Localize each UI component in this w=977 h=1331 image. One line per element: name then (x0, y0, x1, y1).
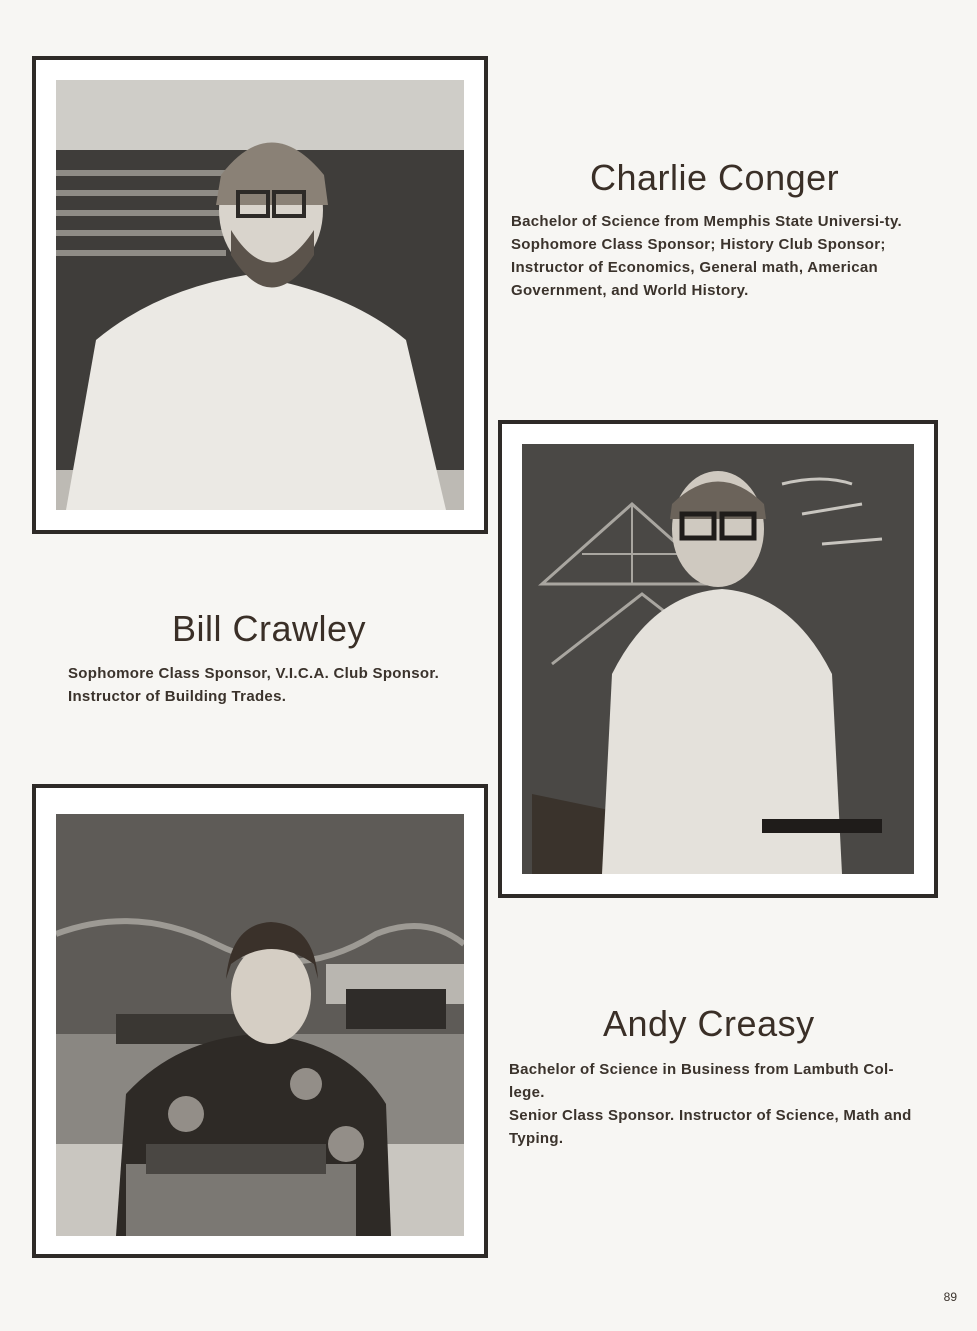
teacher-name-conger: Charlie Conger (590, 157, 840, 198)
teacher-bio-conger (511, 210, 923, 302)
teacher-degree-creasy: Bachelor of Science in Business from Lambuth Col-lege. (509, 1061, 894, 1101)
photo-crawley (522, 444, 914, 874)
photo-frame-crawley (498, 420, 938, 898)
photo-conger (56, 80, 464, 510)
teacher-name-creasy: Andy Creasy (603, 1003, 815, 1044)
page-number: 89 (943, 1290, 957, 1304)
teacher-bio-crawley (68, 662, 488, 708)
photo-frame-conger (32, 56, 488, 534)
photo-creasy (56, 814, 464, 1236)
photo-frame-creasy (32, 784, 488, 1258)
teacher-duties-conger: Sophomore Class Sponsor; History Club Sponsor; Instructor of Economics, General math, American Government, and World History. (511, 236, 886, 299)
teacher-duties-creasy: Senior Class Sponsor. Instructor of Science, Math and Typing. (509, 1107, 912, 1147)
teacher-bio-creasy (509, 1058, 921, 1150)
teacher-duties-crawley: Sophomore Class Sponsor, V.I.C.A. Club Sponsor. Instructor of Building Trades. (68, 665, 440, 705)
teacher-degree-conger: Bachelor of Science from Memphis State Universi-ty. (511, 213, 902, 230)
teacher-name-crawley: Bill Crawley (172, 608, 367, 649)
